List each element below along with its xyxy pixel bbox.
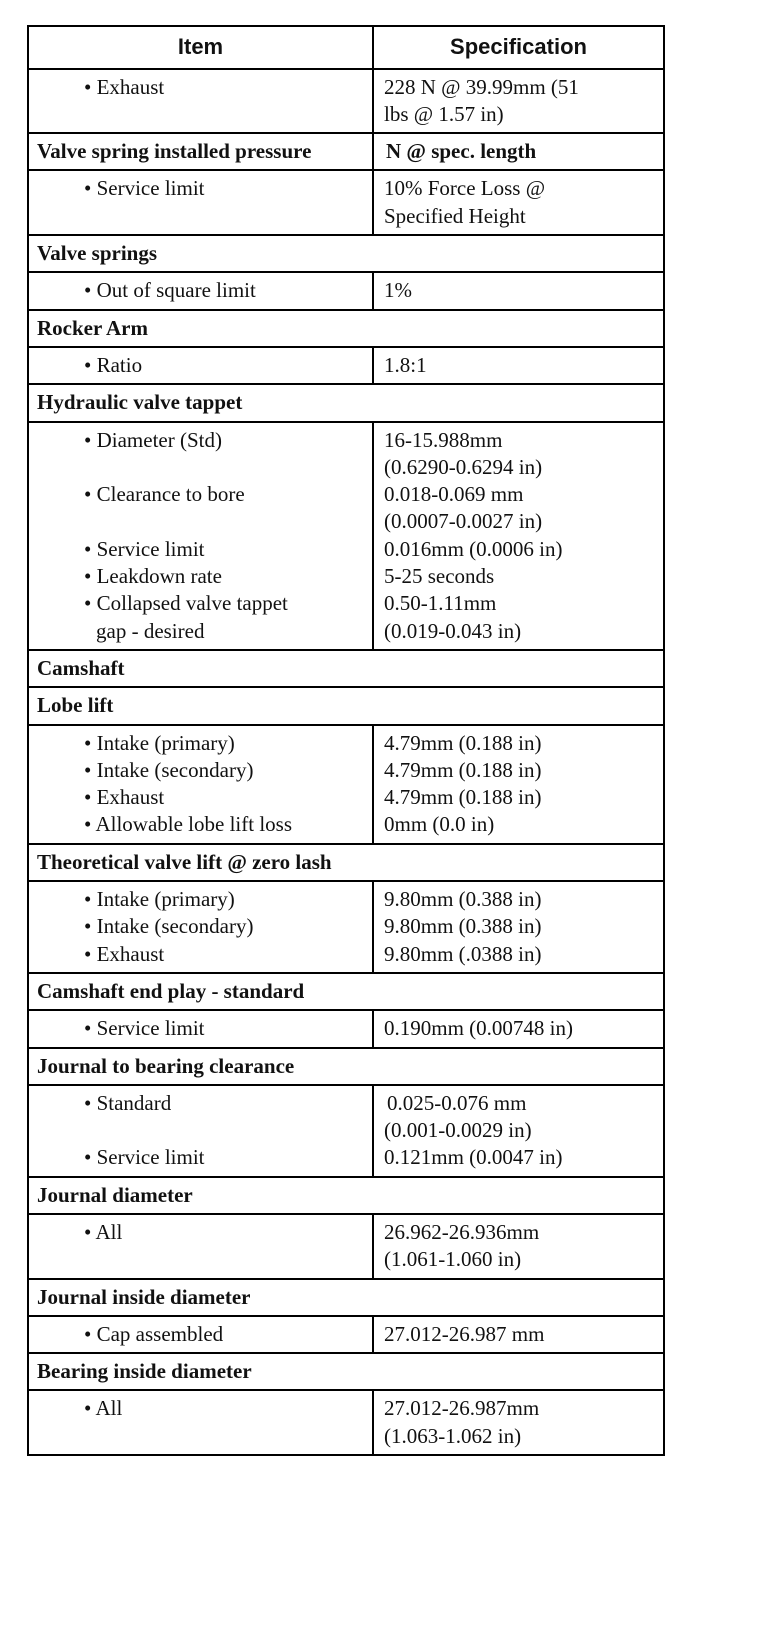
section-row xyxy=(28,384,664,421)
section-label: Bearing inside diameter xyxy=(28,1353,664,1390)
item-cell: • Service limit xyxy=(28,170,373,235)
table-row xyxy=(28,272,664,309)
section-label: Rocker Arm xyxy=(28,310,664,347)
table-row xyxy=(28,1010,664,1047)
header-item: Item xyxy=(28,26,373,69)
spec-cell: 1% xyxy=(373,272,664,309)
section-label: Valve spring installed pressure xyxy=(28,133,373,170)
section-row xyxy=(28,235,664,272)
section-label: Lobe lift xyxy=(28,687,664,724)
section-label: Camshaft xyxy=(28,650,664,687)
item-cell: • Ratio xyxy=(28,347,373,384)
section-row xyxy=(28,310,664,347)
spec-cell: 0.025-0.076 mm (0.001-0.0029 in) 0.121mm (0.0047 in) xyxy=(373,1085,664,1177)
spec-cell: 0.190mm (0.00748 in) xyxy=(373,1010,664,1047)
section-row xyxy=(28,687,664,724)
item-cell: • All xyxy=(28,1214,373,1279)
item-cell: • Cap assembled xyxy=(28,1316,373,1353)
spec-cell: 9.80mm (0.388 in) 9.80mm (0.388 in) 9.80mm (.0388 in) xyxy=(373,881,664,973)
section-row xyxy=(28,844,664,881)
section-label: Camshaft end play - standard xyxy=(28,973,664,1010)
item-cell: • Exhaust xyxy=(28,69,373,134)
spec-cell: 10% Force Loss @ Specified Height xyxy=(373,170,664,235)
table-row-group xyxy=(28,725,664,844)
section-row xyxy=(28,1279,664,1316)
spec-cell: 26.962-26.936mm (1.061-1.060 in) xyxy=(373,1214,664,1279)
section-row xyxy=(28,650,664,687)
item-cell: • Standard • Service limit xyxy=(28,1085,373,1177)
spec-cell: 27.012-26.987mm (1.063-1.062 in) xyxy=(373,1390,664,1455)
section-row xyxy=(28,133,664,170)
table-header-row xyxy=(28,26,664,69)
table-row xyxy=(28,1390,664,1455)
section-label: Theoretical valve lift @ zero lash xyxy=(28,844,664,881)
spec-cell: 16-15.988mm (0.6290-0.6294 in) 0.018-0.069 mm (0.0007-0.0027 in) 0.016mm (0.0006 in) 5-25 seconds 0.50-1.11mm (0.019-0.043 in) xyxy=(373,422,664,650)
table-row-group xyxy=(28,881,664,973)
spec-cell: 1.8:1 xyxy=(373,347,664,384)
table-row xyxy=(28,69,664,134)
item-cell: • Out of square limit xyxy=(28,272,373,309)
spec-cell: 27.012-26.987 mm xyxy=(373,1316,664,1353)
section-row xyxy=(28,1177,664,1214)
table-row xyxy=(28,1214,664,1279)
section-row xyxy=(28,1048,664,1085)
spec-cell: 228 N @ 39.99mm (51 lbs @ 1.57 in) xyxy=(373,69,664,134)
table-row xyxy=(28,347,664,384)
section-row xyxy=(28,1353,664,1390)
section-label: Journal diameter xyxy=(28,1177,664,1214)
table-row xyxy=(28,170,664,235)
table-row-group xyxy=(28,1085,664,1177)
section-label: Journal inside diameter xyxy=(28,1279,664,1316)
specification-table xyxy=(27,25,665,1456)
item-cell: • Intake (primary) • Intake (secondary) • Exhaust xyxy=(28,881,373,973)
item-cell: • Service limit xyxy=(28,1010,373,1047)
header-specification: Specification xyxy=(373,26,664,69)
item-cell: • All xyxy=(28,1390,373,1455)
section-label: Hydraulic valve tappet xyxy=(28,384,664,421)
section-row xyxy=(28,973,664,1010)
table-row xyxy=(28,1316,664,1353)
table-row-group xyxy=(28,422,664,650)
spec-cell: 4.79mm (0.188 in) 4.79mm (0.188 in) 4.79mm (0.188 in) 0mm (0.0 in) xyxy=(373,725,664,844)
item-cell: • Intake (primary) • Intake (secondary) • Exhaust • Allowable lobe lift loss xyxy=(28,725,373,844)
item-cell: • Diameter (Std) • Clearance to bore • Service limit • Leakdown rate • Collapsed valve tappet gap - desired xyxy=(28,422,373,650)
section-spec: N @ spec. length xyxy=(373,133,664,170)
section-label: Journal to bearing clearance xyxy=(28,1048,664,1085)
section-label: Valve springs xyxy=(28,235,664,272)
